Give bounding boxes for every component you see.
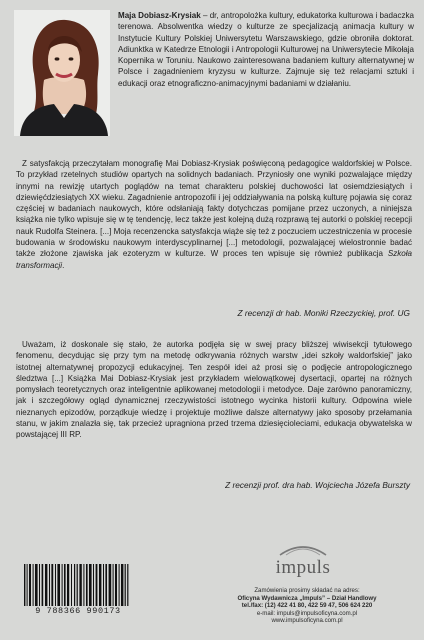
author-name: Maja Dobiasz-Krysiak	[118, 11, 201, 20]
order-line-phone: tel./fax: (12) 422 41 80, 422 59 47, 506 624 220	[241, 602, 373, 610]
review-1-body: Z satysfakcją przeczytałam monografię Mai Dobiasz-Krysiak poświęconą pedagogice waldorfskiej w Polsce. To przykład rzetelnych studiów opartych na solidnych badaniach. Przyniosły one wyniki pozwalające między innymi na rewizję utartych poglądów na temat charakteru polskiej duchowości lat osiemdziesiątych i dziewięćdziesiątych XX wieku. Zagadnienie antropozofii i jej oddziaływania na polską kulturę pojawia się coraz częściej w badaniach naukowych, które odsłaniają fakty dotychczas pomijane przez uczonych, a niniejsza książka nie tylko wpisuje się w tę tendencję, lecz także jest kolejną dużą rozprawą tej autorki o polskiej recepcji nauk Rudolfa Steinera. [...] Moja recenzencka satysfakcja wiąże się też z poczuciem uczestniczenia w procesie budowania w środowisku naukowym interdyscyplinarnej [...] metodologii, pozwalającej wielostronnie badać także złożone zjawiska jak ezoteryzm w kulturze. W proces ten wpisuje się również publikacja	[16, 159, 412, 259]
review-1-book-title: Szkoła transformacji	[16, 249, 412, 270]
publisher-order-info	[232, 587, 382, 625]
review-1	[16, 158, 412, 271]
order-line-publisher: Oficyna Wydawnicza „Impuls” – Dział Handlowy	[237, 594, 377, 602]
review-2-signature: Z recenzji prof. dra hab. Wojciecha Józefa Burszty	[225, 480, 410, 490]
isbn-number: 9 788366 990173	[14, 606, 142, 616]
author-portrait-image	[14, 10, 110, 136]
order-line-email: e-mail: impuls@impulsoficyna.com.pl	[256, 609, 358, 617]
author-bio-text: – dr, antropolożka kultury, edukatorka kulturowa i badaczka terenowa. Absolwentka wiedzy o kulturze ze specjalizacją animacja kultury w Instytucie Kultury Polskiej Uniwersytetu Warszawskiego, gdzie obroniła doktorat. Adiunktka w Katedrze Etnologii i Antropologii Kulturowej na Uniwersytecie Mikołaja Kopernika w Toruniu. Naukowo zainteresowana badaniem kultury alternatywnej w Polsce i zagadnieniem kryzysu w kulturze. Zajmuje się też relacjami sztuki i edukacji oraz etnograficzno-animacyjnymi badaniami w działaniu.	[118, 11, 414, 88]
order-line: Zamówienia prosimy składać na adres:	[254, 587, 360, 594]
review-2-text: Uważam, iż doskonale się stało, że autorka podjęła się w swej pracy bliższej wiwisekcji tytułowego fenomenu, decydując się przy tym na metodę odkrywania różnych warstw „idei szkoły waldorfskiej” jako istotnej alternatywnej propozycji edukacyjnej. Ten zespół idei aż prosi się o podjęcie antropologicznego śledztwa [...] Książka Mai Dobiasz-Krysiak jest przykładem wielowątkowej dysertacji, opartej na różnych pomysłach teoretycznych oraz inteligentnie aplikowanej metodologii i metodyce. Daje zarówno panoramiczny, jak i szczegółowy ogląd dynamicznej rzeczywistości istotnego wycinka historii kultury. Odpowina wiele nieznanych epizodów, porządkuje wiedzę i projektuje możliwe dalsze alternatywy jako sposoby przełamania stanu, w jakim znalazła się, tak przecież upragniona przed trzema dziesięcioleciami, edukacja obywatelska w powstającej III RP.	[16, 340, 412, 440]
author-section	[14, 10, 414, 142]
review-2	[16, 339, 412, 441]
publisher-logo-text: impuls	[275, 557, 331, 578]
order-line-website: www.impulsoficyna.com.pl	[271, 617, 343, 625]
review-1-period: .	[62, 260, 65, 270]
review-1-text	[16, 158, 412, 271]
review-1-signature: Z recenzji dr hab. Moniki Rzeczyckiej, prof. UG	[237, 308, 410, 318]
author-photo	[14, 10, 110, 136]
author-bio	[118, 10, 414, 89]
